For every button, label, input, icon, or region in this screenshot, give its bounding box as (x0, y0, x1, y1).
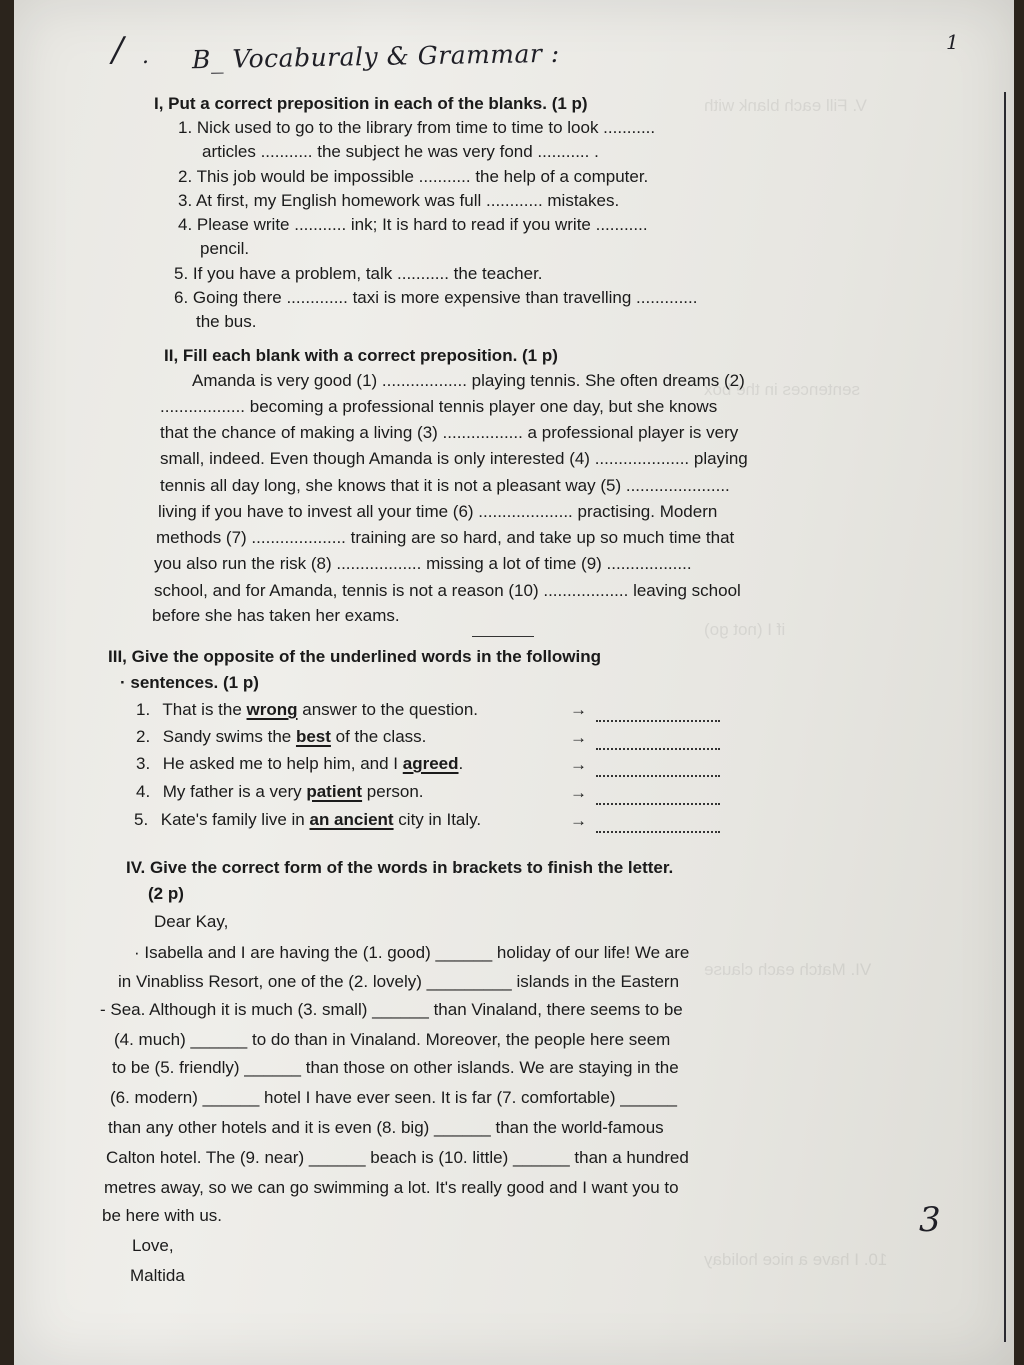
underlined-word: best (295, 727, 331, 746)
section-4-title-cont: (2 p) (148, 884, 184, 903)
s2-line: before she has taken her exams. (152, 606, 400, 625)
arrow: → (570, 700, 587, 719)
s2-line: small, indeed. Even though Amanda is only interested (4) .................... playing (160, 449, 748, 468)
underlined-word: wrong (246, 700, 298, 719)
show-through-text: 10. I have a nice holiday (704, 1250, 888, 1269)
underlined-word: an ancient (309, 810, 394, 829)
show-through-text: VI. Match each clause (704, 960, 872, 979)
page-heading: B_ Vocaburaly & Grammar : (191, 38, 560, 75)
s1-line: the bus. (196, 312, 257, 331)
arrow: → (570, 755, 587, 774)
letter-salutation: Dear Kay, (154, 912, 229, 931)
margin-line (1004, 92, 1006, 1342)
letter-line: - Sea. Although it is much (3. small) ______ than Vinaland, there seems to be (100, 1000, 683, 1019)
s1-line: pencil. (200, 239, 250, 258)
section-3-title-cont: · sentences. (1 p) (120, 673, 259, 692)
s2-line: Amanda is very good (1) .................. playing tennis. She often dreams (2) (192, 371, 745, 390)
s1-line: 6. Going there ............. taxi is more expensive than travelling ............. (174, 288, 698, 307)
answer-blank[interactable] (596, 789, 720, 805)
exam-paper (14, 0, 1014, 1365)
s2-line: living if you have to invest all your time (6) .................... practising. Modern (158, 502, 718, 521)
ink-dash (472, 636, 534, 637)
answer-blank[interactable] (596, 706, 720, 722)
s3-item: 5. Kate's family live in an ancient city in Italy. (134, 810, 482, 829)
section-2-title: II, Fill each blank with a correct preposition. (1 p) (164, 346, 558, 365)
arrow: → (570, 728, 587, 747)
section-1-title: I, Put a correct preposition in each of the blanks. (1 p) (154, 94, 588, 113)
s1-line: articles ........... the subject he was very fond ........... . (202, 142, 599, 161)
underlined-word: patient (306, 782, 363, 801)
s1-line: 1. Nick used to go to the library from time to time to look ........... (178, 118, 656, 137)
section-3-title-text: sentences. (1 p) (130, 673, 259, 692)
handwritten-slash: / (112, 30, 124, 70)
s2-line: you also run the risk (8) .................. missing a lot of time (9) .................. (154, 554, 692, 573)
arrow: → (570, 783, 587, 802)
letter-line: to be (5. friendly) ______ than those on other islands. We are staying in the (112, 1058, 679, 1077)
letter-line: in Vinabliss Resort, one of the (2. lovely) _________ islands in the Eastern (118, 972, 680, 991)
show-through-text: V. Fill each blank with (704, 96, 867, 115)
answer-blank[interactable] (596, 817, 720, 833)
s2-line: .................. becoming a professional tennis player one day, but she knows (160, 397, 718, 416)
letter-line: · Isabella and I are having the (1. good) ______ holiday of our life! We are (134, 943, 690, 962)
handwritten-dot: . (142, 44, 149, 69)
letter-closing: Love, (132, 1236, 174, 1255)
s1-line: 3. At first, my English homework was full ............ mistakes. (178, 191, 620, 210)
s2-line: methods (7) .................... training are so hard, and take up so much time that (156, 528, 735, 547)
section-4-title: IV. Give the correct form of the words in brackets to finish the letter. (126, 858, 674, 877)
letter-line: metres away, so we can go swimming a lot. It's really good and I want you to (104, 1178, 679, 1197)
show-through-text: sentences in the box (704, 380, 860, 399)
s2-line: that the chance of making a living (3) ................. a professional player is very (160, 423, 739, 442)
s3-item: 1. That is the wrong answer to the question. (136, 700, 479, 719)
section-3-title: III, Give the opposite of the underlined words in the following (108, 647, 602, 666)
s2-line: tennis all day long, she knows that it is not a pleasant way (5) ...................... (160, 476, 730, 495)
s3-item: 3. He asked me to help him, and I agreed. (136, 754, 464, 773)
letter-line: (6. modern) ______ hotel I have ever seen. It is far (7. comfortable) ______ (110, 1088, 677, 1107)
arrow: → (570, 811, 587, 830)
answer-blank[interactable] (596, 734, 720, 750)
letter-signature: Maltida (130, 1266, 185, 1285)
s3-item: 4. My father is a very patient person. (136, 782, 424, 801)
s3-item: 2. Sandy swims the best of the class. (136, 727, 427, 746)
score-mark: 3 (919, 1200, 941, 1240)
s2-line: school, and for Amanda, tennis is not a reason (10) .................. leaving school (154, 581, 741, 600)
answer-blank[interactable] (596, 761, 720, 777)
letter-line: be here with us. (102, 1206, 223, 1225)
letter-line: than any other hotels and it is even (8. big) ______ than the world-famous (108, 1118, 664, 1137)
show-through-text: if I (not go) (704, 620, 786, 639)
underlined-word: agreed (402, 754, 459, 773)
s1-line: 5. If you have a problem, talk ........... the teacher. (174, 264, 543, 283)
letter-line: Calton hotel. The (9. near) ______ beach is (10. little) ______ than a hundred (106, 1148, 689, 1167)
letter-line: (4. much) ______ to do than in Vinaland. Moreover, the people here seem (114, 1030, 671, 1049)
s1-line: 4. Please write ........... ink; It is hard to read if you write ........... (178, 215, 648, 234)
s1-line: 2. This job would be impossible ........... the help of a computer. (178, 167, 649, 186)
corner-mark: 1 (946, 30, 959, 54)
